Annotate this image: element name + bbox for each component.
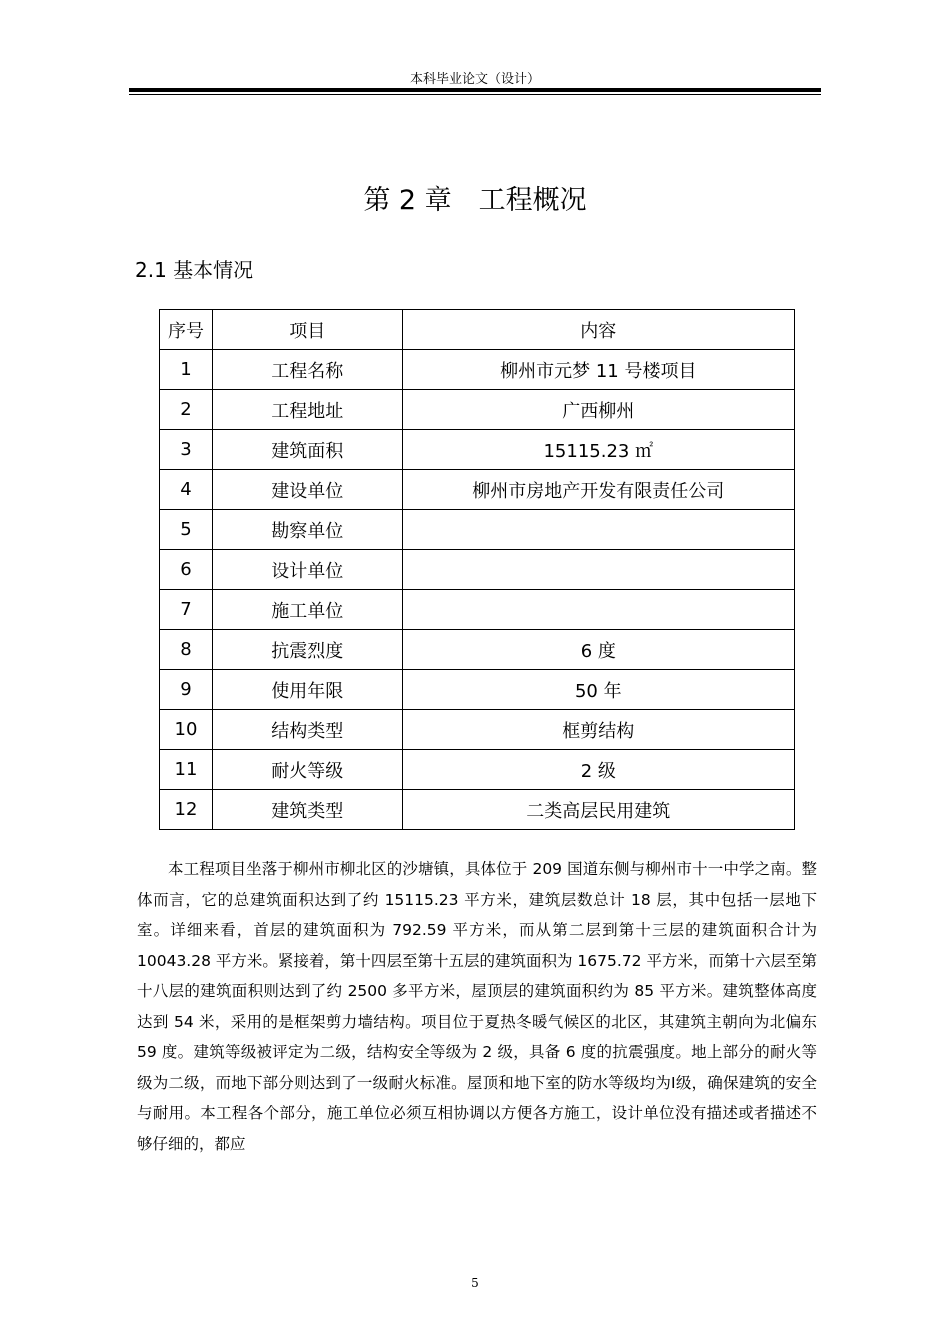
cell-content: 柳州市房地产开发有限责任公司 [402,470,794,510]
cell-item: 建筑面积 [212,430,402,470]
cell-content: 2 级 [402,750,794,790]
cell-index: 1 [160,350,213,390]
cell-index: 7 [160,590,213,630]
body-paragraph: 本工程项目坐落于柳州市柳北区的沙塘镇，具体位于 209 国道东侧与柳州市十一中学之南。整体而言，它的总建筑面积达到了约 15115.23 平方米，建筑层数总计 18 层，其中包括一层地下室。详细来看，首层的建筑面积为 792.59 平方米，而从第二层到第十三层的建筑面积合计为 10043.28 平方米。紧接着，第十四层至第十五层的建筑面积为 1675.72 平方米，而第十六层至第十八层的建筑面积则达到了约 2500 多平方米，屋顶层的建筑面积约为 85 平方米。建筑整体高度达到 54 米，采用的是框架剪力墙结构。项目位于夏热冬暖气候区的北区，其建筑主朝向为北偏东 59 度。建筑等级被评定为二级，结构安全等级为 2 级，具备 6 度的抗震强度。地上部分的耐火等级为二级，而地下部分则达到了一级耐火标准。屋顶和地下室的防水等级均为Ⅰ级，确保建筑的安全与耐用。本工程各个部分，施工单位必须互相协调以方便各方施工，设计单位没有描述或者描述不够仔细的，都应 [137,860,817,1153]
table-row [160,350,795,390]
cell-content [402,550,794,590]
running-header: 本科毕业论文（设计） [409,72,540,87]
cell-index: 3 [160,430,213,470]
cell-item: 施工单位 [212,590,402,630]
header-rule-thin [129,94,821,95]
chapter-title: 第 2 章 工程概况 [363,185,587,216]
cell-index: 6 [160,550,213,590]
cell-index: 10 [160,710,213,750]
table-row [160,710,795,750]
cell-content: 6 度 [402,630,794,670]
cell-index: 11 [160,750,213,790]
cell-item: 工程地址 [212,390,402,430]
cell-item: 耐火等级 [212,750,402,790]
cell-content: 柳州市元梦 11 号楼项目 [402,350,794,390]
header-cell-index: 序号 [160,310,213,350]
cell-content: 二类高层民用建筑 [402,790,794,830]
table-row [160,510,795,550]
cell-item: 建设单位 [212,470,402,510]
cell-index: 4 [160,470,213,510]
project-info-table [159,309,795,830]
cell-item: 使用年限 [212,670,402,710]
header-rule-thick [129,88,821,92]
cell-content [402,510,794,550]
table-row [160,550,795,590]
cell-content: 广西柳州 [402,390,794,430]
cell-item: 工程名称 [212,350,402,390]
table-row [160,470,795,510]
cell-content: 框剪结构 [402,710,794,750]
cell-content: 50 年 [402,670,794,710]
cell-item: 抗震烈度 [212,630,402,670]
cell-index: 2 [160,390,213,430]
page-number: 5 [471,1276,479,1290]
cell-index: 12 [160,790,213,830]
cell-item: 设计单位 [212,550,402,590]
table-row [160,790,795,830]
table-row [160,590,795,630]
cell-item: 结构类型 [212,710,402,750]
cell-item: 建筑类型 [212,790,402,830]
section-title: 2.1 基本情况 [135,258,254,282]
cell-index: 8 [160,630,213,670]
cell-index: 9 [160,670,213,710]
cell-item: 勘察单位 [212,510,402,550]
cell-content: 15115.23 ㎡ [402,430,794,470]
cell-content [402,590,794,630]
header-cell-content: 内容 [402,310,794,350]
table-row [160,670,795,710]
header-cell-item: 项目 [212,310,402,350]
table-row [160,750,795,790]
table-header-row [160,310,795,350]
cell-index: 5 [160,510,213,550]
table-row [160,430,795,470]
table-row [160,390,795,430]
table-row [160,630,795,670]
